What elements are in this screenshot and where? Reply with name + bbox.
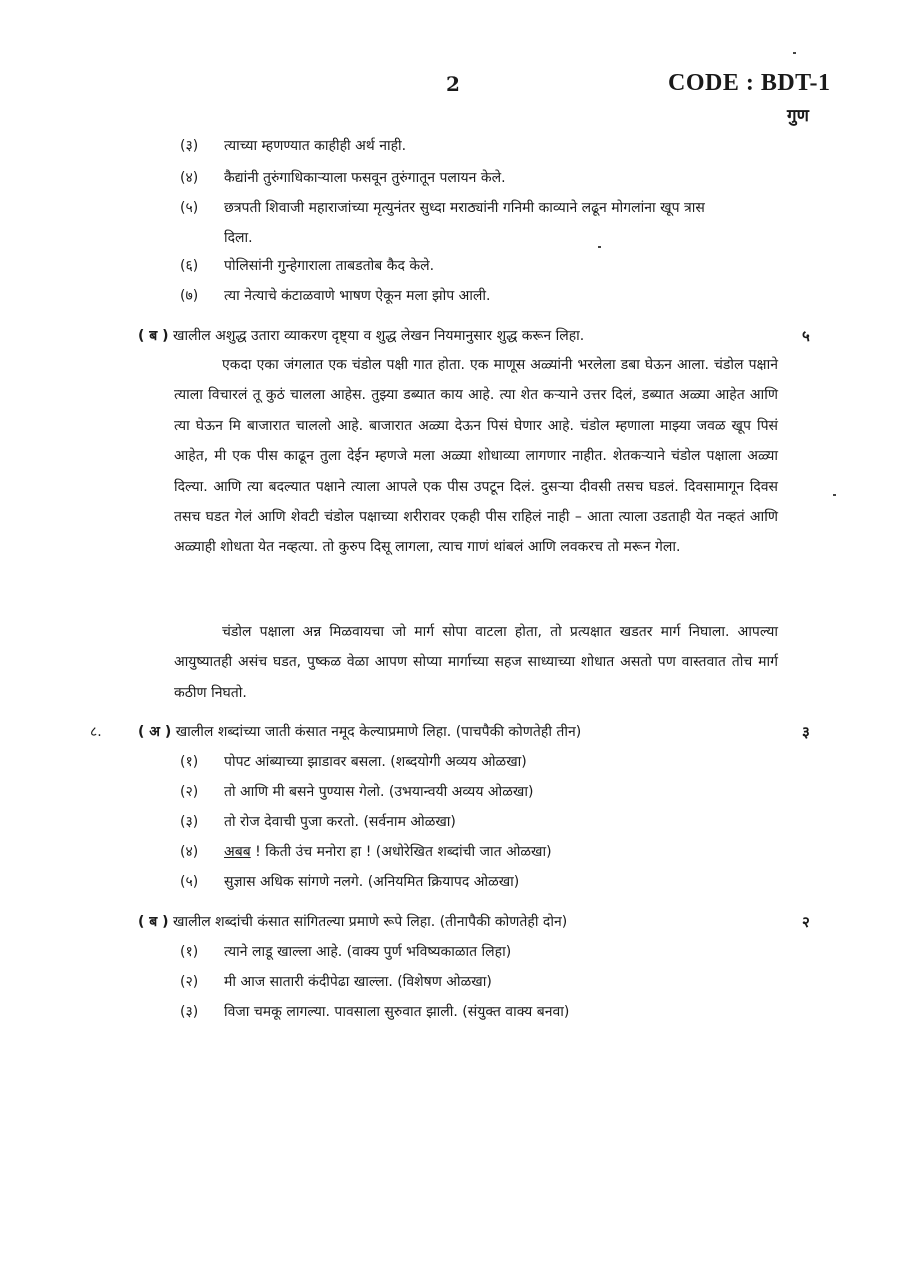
item-text: मी आज सातारी कंदीपेढा खाल्ला. (विशेषण ओळखा)	[224, 974, 492, 990]
scan-speck	[833, 494, 836, 496]
list-item	[180, 872, 519, 891]
passage-paragraph: चंडोल पक्षाला अन्न मिळवायचा जो मार्ग सोपा वाटला होता, तो प्रत्यक्षात खडतर मार्ग निघाला. आपल्या आयुष्यातही असंच घडत, पुष्कळ वेळा आपण सोप्या मार्गाच्या सहज साध्याच्या शोधात असतो पण वास्तवात तोच मार्ग कठीण निघतो.	[174, 624, 778, 701]
item-text: विजा चमकू लागल्या. पावसाला सुरुवात झाली. (संयुक्त वाक्य बनवा)	[224, 1004, 570, 1020]
list-item	[180, 812, 456, 831]
scan-speck	[793, 52, 796, 54]
item-number: (६)	[180, 258, 199, 274]
list-item	[180, 1002, 569, 1021]
item-text: छत्रपती शिवाजी महाराजांच्या मृत्युनंतर सुध्दा मराठ्यांनी गनिमी काव्याने लढून मोगलांना खूप त्रास	[224, 200, 705, 216]
item-text-continuation: दिला.	[224, 230, 253, 246]
list-item	[180, 752, 527, 771]
item-number: (१)	[180, 754, 199, 770]
list-item	[180, 136, 406, 155]
section-instruction: खालील शब्दांच्या जाती कंसात नमूद केल्याप्रमाणे लिहा. (पाचपैकी कोणतेही तीन)	[175, 724, 582, 740]
list-item	[180, 942, 511, 961]
item-text: पोलिसांनी गुन्हेगाराला ताबडतोब कैद केले.	[224, 258, 435, 274]
section-b-heading	[138, 912, 567, 931]
page-number: 2	[446, 72, 460, 96]
item-number: (२)	[180, 974, 199, 990]
item-text: सुज्ञास अधिक सांगणे नलगे. (अनियमित क्रियापद ओळखा)	[224, 874, 520, 890]
section-instruction: खालील अशुद्ध उतारा व्याकरण दृष्ट्या व शुद्ध लेखन नियमानुसार शुद्ध करून लिहा.	[173, 328, 585, 344]
section-marks: २	[802, 913, 810, 931]
list-item	[180, 842, 552, 861]
item-number: (२)	[180, 784, 199, 800]
item-text: तो रोज देवाची पुजा करतो. (सर्वनाम ओळखा)	[224, 814, 456, 830]
section-label: ( ब )	[138, 914, 169, 930]
section-b-heading	[138, 326, 584, 345]
list-item	[180, 782, 533, 801]
item-text: त्याने लाडू खाल्ला आहे. (वाक्य पुर्ण भविष्यकाळात लिहा)	[224, 944, 512, 960]
item-number: (३)	[180, 138, 199, 154]
section-label: ( अ )	[138, 724, 172, 740]
exam-code: CODE : BDT-1	[668, 70, 831, 96]
item-number: (३)	[180, 814, 199, 830]
item-number: (४)	[180, 170, 199, 186]
section-a-heading	[138, 722, 581, 741]
item-number: (७)	[180, 288, 199, 304]
list-item	[180, 972, 492, 991]
section-label: ( ब )	[138, 328, 169, 344]
item-text: तो आणि मी बसने पुण्यास गेलो. (उभयान्वयी अव्यय ओळखा)	[224, 784, 534, 800]
item-text: पोपट आंब्याच्या झाडावर बसला. (शब्दयोगी अव्यय ओळखा)	[224, 754, 527, 770]
list-item	[180, 168, 506, 187]
item-text: कैद्यांनी तुरुंगाधिकाऱ्याला फसवून तुरुंगातून पलायन केले.	[224, 170, 506, 186]
scan-speck	[598, 246, 601, 248]
list-item	[180, 256, 434, 275]
marks-column-heading: गुण	[787, 106, 809, 126]
item-number: (१)	[180, 944, 199, 960]
question-number: ८.	[90, 724, 102, 740]
list-item	[180, 198, 705, 217]
section-marks: ५	[802, 327, 810, 345]
item-number: (५)	[180, 200, 199, 216]
section-marks: ३	[802, 723, 810, 741]
list-item	[180, 286, 491, 305]
section-instruction: खालील शब्दांची कंसात सांगितल्या प्रमाणे रूपे लिहा. (तीनापैकी कोणतेही दोन)	[173, 914, 568, 930]
underlined-word: अबब	[224, 844, 251, 860]
passage-paragraph: एकदा एका जंगलात एक चंडोल पक्षी गात होता. एक माणूस अळ्यांनी भरलेला डबा घेऊन आला. चंडोल पक्षाने त्याला विचारलं तू कुठं चालला आहेस. तुझ्या डब्यात काय आहे. त्या शेत कऱ्याने उत्तर दिलं, डब्यात अळ्या आहेत आणि त्या घेऊन मि बाजारात चाललो आहे. बाजारात अळ्या देऊन पिसं घेणार आहे. चंडोल म्हणाला माझ्या जवळ खूप पिसं आहेत, मी एक पीस काढून तुला देईन म्हणजे मला अळ्या शोधाव्या लागणार नाहीत. शेतकऱ्याने चंडोल पक्षाला अळ्या दिल्या. आणि त्या बदल्यात पक्षाने त्याला आपले एक पीस उपटून दिलं. दुसऱ्या दीवसी तसच घडलं. दिवसामागून दिवस तसच घडत गेलं आणि शेवटी चंडोल पक्षाच्या शरीरावर एकही पीस राहिलं नाही – आता त्याला उडताही येत नव्हतं आणि अळ्याही शोधता येत नव्हत्या. तो कुरुप दिसू लागला, त्याच गाणं थांबलं आणि लवकरच तो मरून गेला.	[174, 357, 778, 556]
item-text: त्याच्या म्हणण्यात काहीही अर्थ नाही.	[224, 138, 407, 154]
item-number: (३)	[180, 1004, 199, 1020]
item-text: त्या नेत्याचे कंटाळवाणे भाषण ऐकून मला झोप आली.	[224, 288, 491, 304]
item-text: ! किती उंच मनोरा हा ! (अधोरेखित शब्दांची जात ओळखा)	[250, 844, 552, 860]
item-number: (४)	[180, 844, 199, 860]
item-number: (५)	[180, 874, 199, 890]
